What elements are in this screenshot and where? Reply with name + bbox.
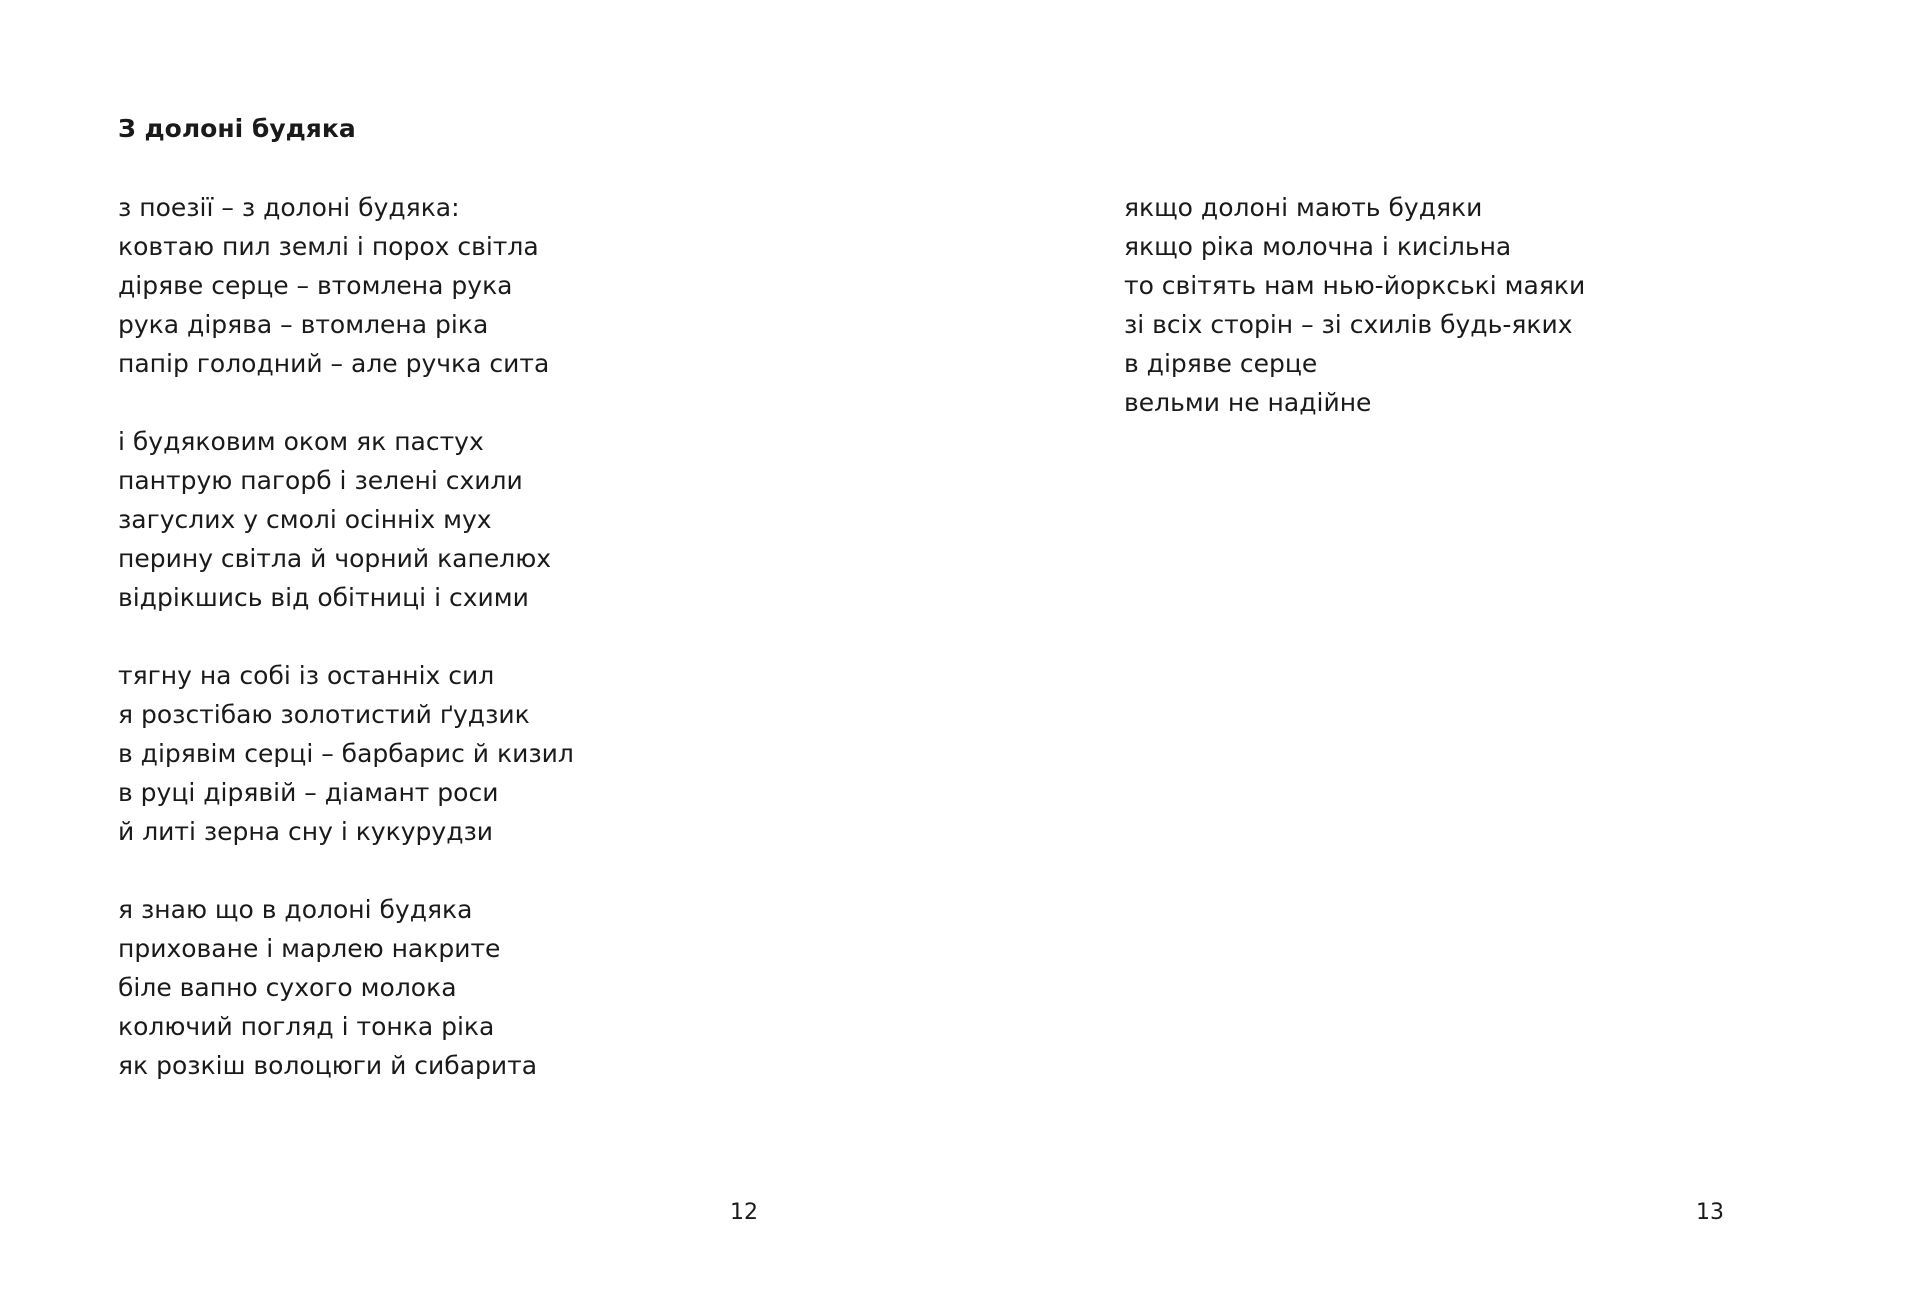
stanza-5: [1124, 188, 1864, 422]
poem-line: загуслих у смолі осінніх мух: [118, 505, 492, 534]
poem-line: зі всіх сторін – зі схилів будь-яких: [1124, 310, 1573, 339]
poem-body-left: [118, 188, 918, 1124]
poem-line: перину світла й чорний капелюх: [118, 544, 552, 573]
poem-line: приховане і марлею накрите: [118, 934, 501, 963]
stanza-4: [118, 890, 918, 1085]
right-page: [960, 0, 1920, 1304]
poem-title: З долоні будяка: [118, 114, 356, 143]
stanza-2: [118, 422, 918, 617]
poem-line: пантрую пагорб і зелені схили: [118, 466, 523, 495]
page-number-right: 13: [1696, 1200, 1724, 1225]
poem-line: тягну на собі із останніх сил: [118, 661, 495, 690]
poem-line: в діряве серце: [1124, 349, 1318, 378]
poem-body-right: [1124, 188, 1864, 461]
poem-line: діряве серце – втомлена рука: [118, 271, 513, 300]
poem-line: біле вапно сухого молока: [118, 973, 457, 1002]
poem-line: рука дірява – втомлена ріка: [118, 310, 489, 339]
stanza-3: [118, 656, 918, 851]
poem-line: якщо ріка молочна і кисільна: [1124, 232, 1512, 261]
poem-line: в руці дірявій – діамант роси: [118, 778, 499, 807]
poem-line: з поезії – з долоні будяка:: [118, 193, 460, 222]
poem-line: якщо долоні мають будяки: [1124, 193, 1483, 222]
poem-line: я розстібаю золотистий ґудзик: [118, 700, 530, 729]
page-number-left: 12: [730, 1200, 758, 1225]
poem-line: я знаю що в долоні будяка: [118, 895, 473, 924]
poem-line: й литі зерна сну і кукурудзи: [118, 817, 494, 846]
poem-line: папір голодний – але ручка сита: [118, 349, 550, 378]
poem-line: відрікшись від обітниці і схими: [118, 583, 529, 612]
poem-line: як розкіш волоцюги й сибарита: [118, 1051, 538, 1080]
poem-line: і будяковим оком як пастух: [118, 427, 484, 456]
poem-line: ковтаю пил землі і порох світла: [118, 232, 539, 261]
stanza-1: [118, 188, 918, 383]
poem-line: в дірявім серці – барбарис й кизил: [118, 739, 574, 768]
poem-line: колючий погляд і тонка ріка: [118, 1012, 495, 1041]
poem-line: вельми не надійне: [1124, 388, 1372, 417]
poem-line: то світять нам нью-йоркські маяки: [1124, 271, 1586, 300]
